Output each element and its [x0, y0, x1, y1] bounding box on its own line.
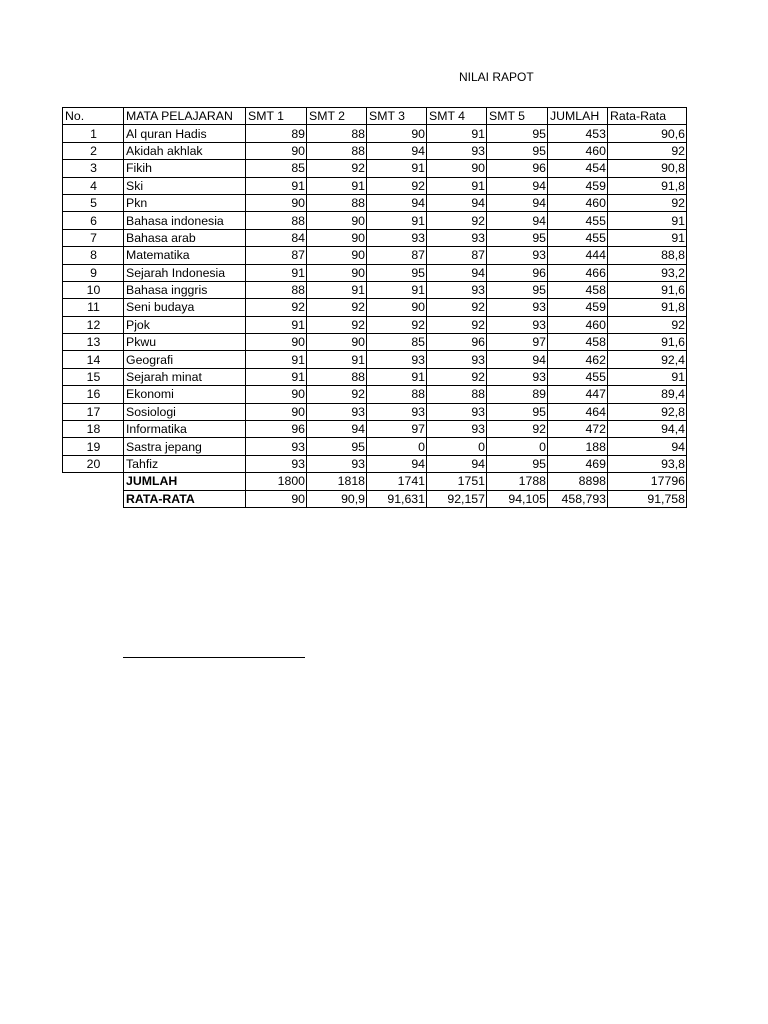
cell-subject: Ski	[124, 177, 246, 194]
cell-smt1: 90	[246, 142, 307, 159]
total-smt2: 1818	[307, 473, 367, 490]
cell-smt2: 92	[307, 299, 367, 316]
cell-smt3: 97	[367, 421, 427, 438]
table-row	[63, 368, 687, 385]
cell-average: 91,6	[608, 281, 687, 298]
table-row	[63, 125, 687, 142]
header-smt1: SMT 1	[246, 108, 307, 125]
cell-total: 469	[548, 455, 608, 472]
cell-smt5: 95	[487, 281, 548, 298]
total-smt4: 92,157	[427, 490, 487, 507]
cell-smt3: 0	[367, 438, 427, 455]
cell-smt2: 92	[307, 160, 367, 177]
cell-average: 89,4	[608, 386, 687, 403]
cell-smt2: 90	[307, 247, 367, 264]
cell-smt5: 96	[487, 160, 548, 177]
cell-smt1: 91	[246, 351, 307, 368]
cell-total: 455	[548, 229, 608, 246]
average-row	[63, 490, 687, 507]
table-row	[63, 264, 687, 281]
cell-smt3: 95	[367, 264, 427, 281]
cell-smt1: 93	[246, 438, 307, 455]
sum-row	[63, 473, 687, 490]
cell-smt5: 92	[487, 421, 548, 438]
cell-smt5: 93	[487, 299, 548, 316]
total-smt5: 1788	[487, 473, 548, 490]
cell-smt2: 90	[307, 212, 367, 229]
cell-average: 92,8	[608, 403, 687, 420]
cell-smt3: 94	[367, 455, 427, 472]
cell-smt1: 88	[246, 212, 307, 229]
cell-smt5: 0	[487, 438, 548, 455]
cell-smt1: 90	[246, 334, 307, 351]
cell-smt2: 91	[307, 177, 367, 194]
cell-total: 458	[548, 281, 608, 298]
table-row	[63, 403, 687, 420]
cell-subject: Fikih	[124, 160, 246, 177]
cell-total: 454	[548, 160, 608, 177]
cell-smt1: 96	[246, 421, 307, 438]
table-row	[63, 316, 687, 333]
cell-smt3: 94	[367, 194, 427, 211]
cell-average: 92	[608, 142, 687, 159]
cell-average: 92,4	[608, 351, 687, 368]
table-row	[63, 160, 687, 177]
cell-no: 5	[63, 194, 124, 211]
table-row	[63, 299, 687, 316]
cell-no: 16	[63, 386, 124, 403]
cell-smt1: 91	[246, 368, 307, 385]
cell-smt4: 0	[427, 438, 487, 455]
total-smt3: 1741	[367, 473, 427, 490]
cell-no: 6	[63, 212, 124, 229]
cell-smt2: 88	[307, 125, 367, 142]
cell-total: 444	[548, 247, 608, 264]
header-subject: MATA PELAJARAN	[124, 108, 246, 125]
cell-subject: Bahasa arab	[124, 229, 246, 246]
cell-smt1: 84	[246, 229, 307, 246]
table-row	[63, 351, 687, 368]
table-row	[63, 142, 687, 159]
cell-average: 91,8	[608, 299, 687, 316]
cell-smt5: 94	[487, 194, 548, 211]
cell-smt3: 91	[367, 368, 427, 385]
cell-average: 90,8	[608, 160, 687, 177]
cell-smt5: 94	[487, 351, 548, 368]
total-label: JUMLAH	[124, 473, 246, 490]
header-smt4: SMT 4	[427, 108, 487, 125]
cell-smt4: 92	[427, 212, 487, 229]
cell-smt3: 92	[367, 177, 427, 194]
cell-subject: Sejarah minat	[124, 368, 246, 385]
cell-smt1: 88	[246, 281, 307, 298]
cell-smt1: 85	[246, 160, 307, 177]
cell-smt4: 92	[427, 368, 487, 385]
cell-smt1: 93	[246, 455, 307, 472]
cell-total: 462	[548, 351, 608, 368]
cell-smt4: 94	[427, 264, 487, 281]
cell-total: 472	[548, 421, 608, 438]
cell-average: 91,6	[608, 334, 687, 351]
table-header-row	[63, 108, 687, 125]
cell-average: 94,4	[608, 421, 687, 438]
header-no: No.	[63, 108, 124, 125]
cell-smt5: 93	[487, 316, 548, 333]
cell-smt4: 91	[427, 125, 487, 142]
cell-total: 188	[548, 438, 608, 455]
cell-smt1: 91	[246, 264, 307, 281]
table-row	[63, 438, 687, 455]
cell-average: 92	[608, 316, 687, 333]
cell-smt2: 90	[307, 264, 367, 281]
cell-no: 12	[63, 316, 124, 333]
cell-average: 91,8	[608, 177, 687, 194]
cell-smt5: 95	[487, 125, 548, 142]
cell-average: 91	[608, 368, 687, 385]
cell-smt2: 93	[307, 403, 367, 420]
cell-smt2: 88	[307, 368, 367, 385]
cell-smt4: 93	[427, 403, 487, 420]
cell-smt3: 90	[367, 299, 427, 316]
cell-smt1: 92	[246, 299, 307, 316]
total-smt5: 94,105	[487, 490, 548, 507]
cell-total: 460	[548, 316, 608, 333]
cell-average: 90,6	[608, 125, 687, 142]
cell-smt4: 94	[427, 194, 487, 211]
table-row	[63, 194, 687, 211]
cell-average: 91	[608, 229, 687, 246]
cell-smt4: 91	[427, 177, 487, 194]
cell-no: 11	[63, 299, 124, 316]
cell-subject: Pjok	[124, 316, 246, 333]
cell-total: 447	[548, 386, 608, 403]
cell-smt5: 93	[487, 247, 548, 264]
cell-smt1: 89	[246, 125, 307, 142]
cell-smt4: 90	[427, 160, 487, 177]
cell-smt1: 90	[246, 403, 307, 420]
total-smt4: 1751	[427, 473, 487, 490]
cell-smt4: 93	[427, 421, 487, 438]
cell-smt4: 96	[427, 334, 487, 351]
cell-smt3: 91	[367, 160, 427, 177]
cell-total: 460	[548, 142, 608, 159]
page-title: NILAI RAPOT	[459, 70, 534, 84]
cell-smt1: 90	[246, 194, 307, 211]
cell-smt5: 95	[487, 142, 548, 159]
cell-no: 1	[63, 125, 124, 142]
cell-subject: Pkwu	[124, 334, 246, 351]
cell-no: 7	[63, 229, 124, 246]
cell-smt4: 87	[427, 247, 487, 264]
cell-smt1: 91	[246, 177, 307, 194]
cell-total: 466	[548, 264, 608, 281]
cell-smt2: 92	[307, 386, 367, 403]
cell-subject: Pkn	[124, 194, 246, 211]
grades-table	[62, 107, 687, 508]
total-average: 91,758	[608, 490, 687, 507]
total-label: RATA-RATA	[124, 490, 246, 507]
header-smt2: SMT 2	[307, 108, 367, 125]
cell-smt4: 93	[427, 229, 487, 246]
cell-subject: Sosiologi	[124, 403, 246, 420]
cell-smt5: 94	[487, 177, 548, 194]
cell-smt5: 94	[487, 212, 548, 229]
cell-smt1: 87	[246, 247, 307, 264]
cell-total: 453	[548, 125, 608, 142]
table-row	[63, 229, 687, 246]
cell-smt2: 90	[307, 334, 367, 351]
cell-smt2: 95	[307, 438, 367, 455]
table-row	[63, 177, 687, 194]
empty-cell	[63, 473, 124, 490]
cell-subject: Sejarah Indonesia	[124, 264, 246, 281]
cell-subject: Akidah akhlak	[124, 142, 246, 159]
table-row	[63, 386, 687, 403]
header-total: JUMLAH	[548, 108, 608, 125]
cell-smt3: 90	[367, 125, 427, 142]
cell-no: 10	[63, 281, 124, 298]
empty-cell	[63, 490, 124, 507]
table-row	[63, 281, 687, 298]
cell-total: 459	[548, 299, 608, 316]
cell-total: 464	[548, 403, 608, 420]
cell-total: 455	[548, 368, 608, 385]
cell-no: 4	[63, 177, 124, 194]
cell-smt4: 92	[427, 316, 487, 333]
cell-no: 13	[63, 334, 124, 351]
cell-no: 19	[63, 438, 124, 455]
cell-average: 92	[608, 194, 687, 211]
total-smt1: 1800	[246, 473, 307, 490]
cell-average: 91	[608, 212, 687, 229]
total-total: 458,793	[548, 490, 608, 507]
total-average: 17796	[608, 473, 687, 490]
total-smt1: 90	[246, 490, 307, 507]
cell-smt3: 88	[367, 386, 427, 403]
cell-smt3: 93	[367, 351, 427, 368]
cell-smt4: 93	[427, 281, 487, 298]
cell-smt3: 94	[367, 142, 427, 159]
cell-subject: Informatika	[124, 421, 246, 438]
cell-smt3: 91	[367, 212, 427, 229]
total-total: 8898	[548, 473, 608, 490]
cell-smt5: 95	[487, 229, 548, 246]
cell-smt3: 93	[367, 403, 427, 420]
cell-average: 88,8	[608, 247, 687, 264]
signature-line	[123, 657, 305, 658]
cell-subject: Matematika	[124, 247, 246, 264]
cell-average: 93,8	[608, 455, 687, 472]
total-smt2: 90,9	[307, 490, 367, 507]
header-smt3: SMT 3	[367, 108, 427, 125]
cell-no: 15	[63, 368, 124, 385]
cell-smt4: 92	[427, 299, 487, 316]
cell-smt5: 97	[487, 334, 548, 351]
cell-total: 460	[548, 194, 608, 211]
cell-smt2: 91	[307, 351, 367, 368]
cell-no: 14	[63, 351, 124, 368]
cell-smt3: 93	[367, 229, 427, 246]
cell-subject: Sastra jepang	[124, 438, 246, 455]
cell-smt5: 89	[487, 386, 548, 403]
cell-smt4: 93	[427, 142, 487, 159]
cell-smt5: 95	[487, 455, 548, 472]
cell-smt2: 92	[307, 316, 367, 333]
table-row	[63, 421, 687, 438]
table-row	[63, 247, 687, 264]
cell-smt4: 94	[427, 455, 487, 472]
cell-subject: Al quran Hadis	[124, 125, 246, 142]
cell-subject: Seni budaya	[124, 299, 246, 316]
cell-subject: Tahfiz	[124, 455, 246, 472]
cell-smt2: 90	[307, 229, 367, 246]
cell-smt3: 91	[367, 281, 427, 298]
cell-no: 9	[63, 264, 124, 281]
cell-subject: Bahasa inggris	[124, 281, 246, 298]
cell-subject: Ekonomi	[124, 386, 246, 403]
table-row	[63, 455, 687, 472]
cell-smt5: 93	[487, 368, 548, 385]
table-row	[63, 334, 687, 351]
cell-total: 455	[548, 212, 608, 229]
cell-total: 459	[548, 177, 608, 194]
cell-smt5: 95	[487, 403, 548, 420]
cell-no: 18	[63, 421, 124, 438]
header-average: Rata-Rata	[608, 108, 687, 125]
cell-smt3: 87	[367, 247, 427, 264]
cell-smt5: 96	[487, 264, 548, 281]
cell-no: 3	[63, 160, 124, 177]
cell-smt2: 93	[307, 455, 367, 472]
cell-no: 17	[63, 403, 124, 420]
cell-total: 458	[548, 334, 608, 351]
cell-smt3: 85	[367, 334, 427, 351]
cell-smt3: 92	[367, 316, 427, 333]
cell-smt2: 88	[307, 142, 367, 159]
cell-smt2: 94	[307, 421, 367, 438]
cell-average: 94	[608, 438, 687, 455]
cell-smt4: 88	[427, 386, 487, 403]
cell-smt2: 91	[307, 281, 367, 298]
header-smt5: SMT 5	[487, 108, 548, 125]
cell-average: 93,2	[608, 264, 687, 281]
cell-no: 20	[63, 455, 124, 472]
cell-smt4: 93	[427, 351, 487, 368]
cell-no: 8	[63, 247, 124, 264]
cell-smt1: 91	[246, 316, 307, 333]
cell-no: 2	[63, 142, 124, 159]
cell-subject: Geografi	[124, 351, 246, 368]
cell-smt2: 88	[307, 194, 367, 211]
table-row	[63, 212, 687, 229]
cell-subject: Bahasa indonesia	[124, 212, 246, 229]
total-smt3: 91,631	[367, 490, 427, 507]
cell-smt1: 90	[246, 386, 307, 403]
